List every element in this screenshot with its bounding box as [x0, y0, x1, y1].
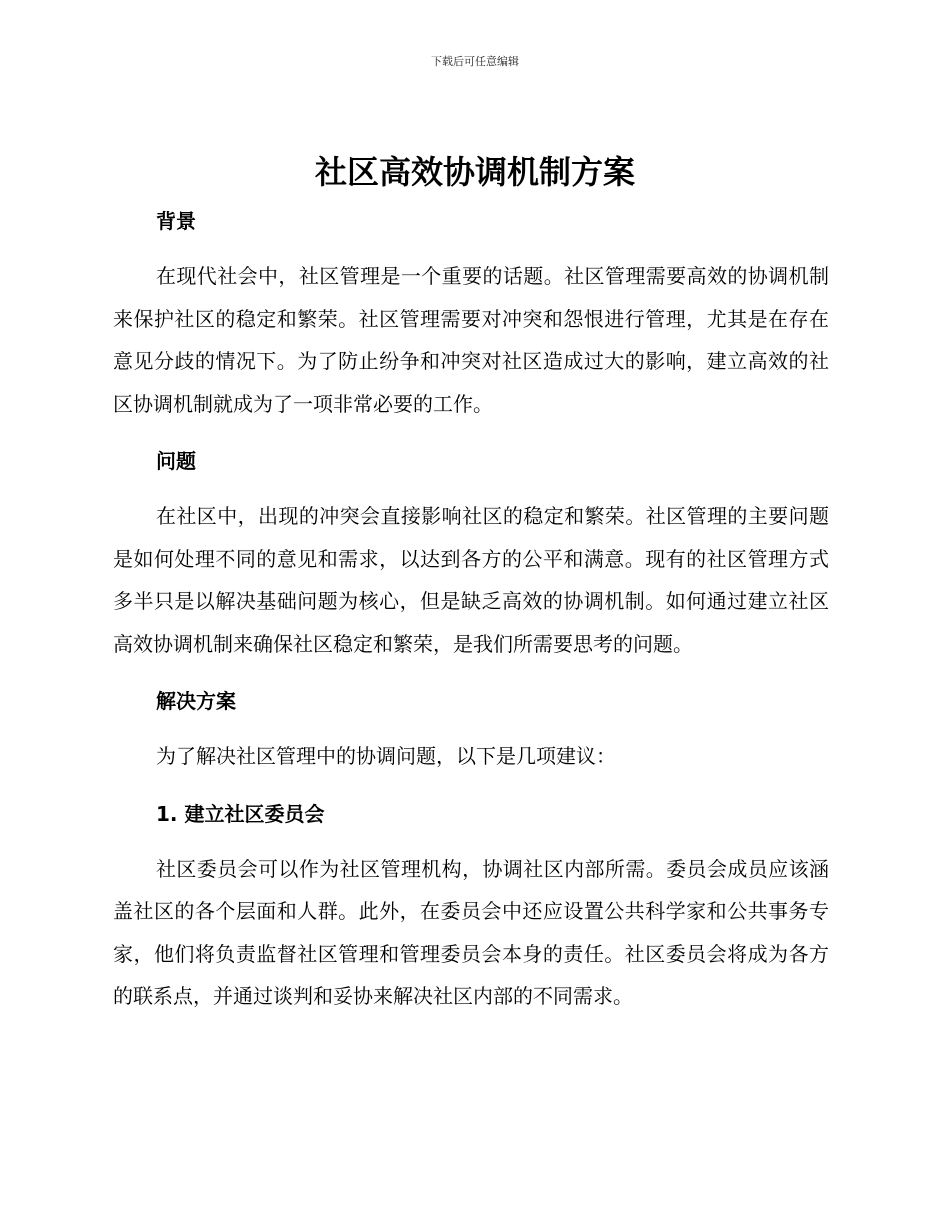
section-heading-problem: 问题: [156, 449, 196, 473]
section-heading-committee: 1. 建立社区委员会: [156, 801, 325, 826]
document-title: 社区高效协调机制方案: [314, 153, 635, 191]
section-heading-solution: 解决方案: [156, 689, 236, 713]
section-paragraph-solution: 为了解决社区管理中的协调问题，以下是几项建议：: [156, 744, 616, 768]
section-paragraph-problem: 在社区中，出现的冲突会直接影响社区的稳定和繁荣。社区管理的主要问题是如何处理不同的意见和需求，以达到各方的公平和满意。现有的社区管理方式多半只是以解决基础问题为核心，但是缺乏高效的协调机制。如何通过建立社区高效协调机制来确保社区稳定和繁荣，是我们所需要思考的问题。: [113, 504, 829, 656]
section-paragraph-committee: 社区委员会可以作为社区管理机构，协调社区内部所需。委员会成员应该涵盖社区的各个层面和人群。此外，在委员会中还应设置公共科学家和公共事务专家，他们将负责监督社区管理和管理委员会本身的责任。社区委员会将成为各方的联系点，并通过谈判和妥协来解决社区内部的不同需求。: [113, 856, 829, 1008]
section-paragraph-background: 在现代社会中，社区管理是一个重要的话题。社区管理需要高效的协调机制来保护社区的稳定和繁荣。社区管理需要对冲突和怨恨进行管理，尤其是在存在意见分歧的情况下。为了防止纷争和冲突对社区造成过大的影响，建立高效的社区协调机制就成为了一项非常必要的工作。: [113, 264, 829, 416]
section-heading-background: 背景: [156, 209, 196, 233]
page-header: 下载后可任意编辑: [431, 55, 519, 68]
document-body: [113, 203, 829, 1018]
